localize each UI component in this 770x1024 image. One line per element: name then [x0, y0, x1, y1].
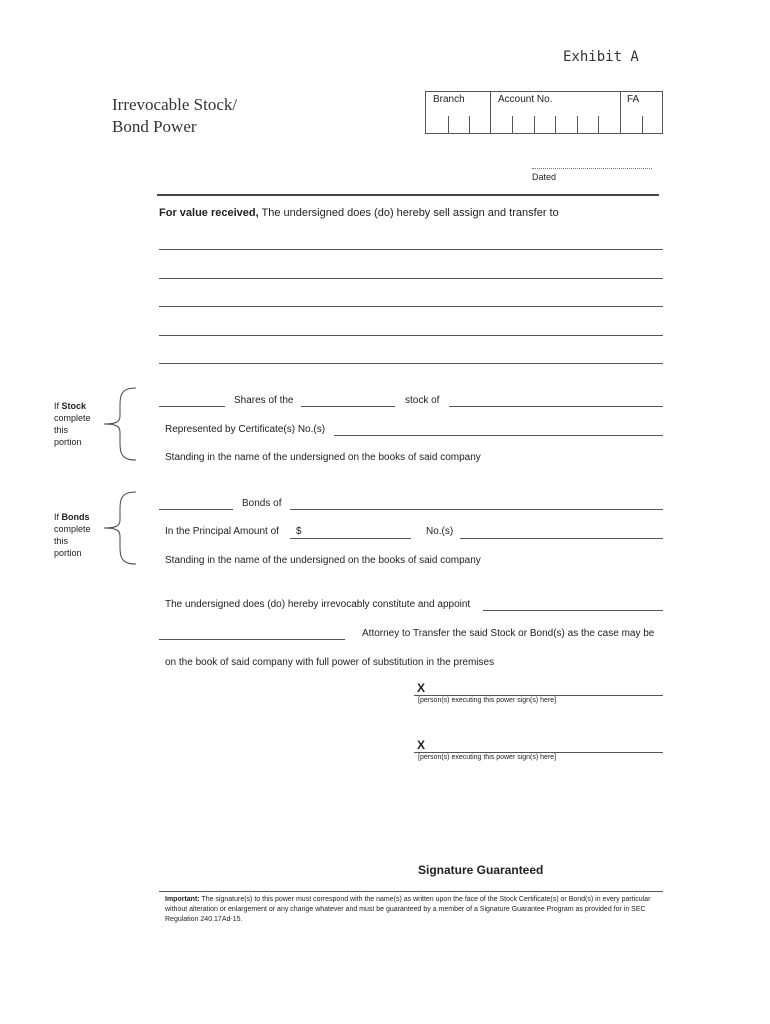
bonds-standing-text: Standing in the name of the undersigned on the books of said company [165, 555, 481, 566]
dated-field[interactable] [532, 168, 652, 169]
bonds-of-label: Bonds of [242, 498, 282, 509]
important-text: The signature(s) to this power must correspond with the name(s) as written upon the face of the Stock Certificate(s) or Bond(s) in every particular without alteration or enlargement or any change whatever and must be guaranteed by a member of a Signature Guarantee Program as provided for in SEC Regulation 240.17Ad-15. [165, 896, 651, 923]
important-bold: Important: [165, 896, 200, 903]
account-no-label: Account No. [498, 94, 553, 105]
fa-divider [620, 92, 621, 133]
substitution-text: on the book of said company with full power of substitution in the premises [165, 657, 495, 668]
principal-amount-label: In the Principal Amount of [165, 526, 279, 537]
bond-numbers-field[interactable] [460, 538, 663, 539]
shares-count-field[interactable] [159, 406, 225, 407]
account-digit-tick [555, 116, 556, 133]
bonds-count-field[interactable] [159, 509, 233, 510]
intro-text [159, 207, 559, 219]
transferee-line[interactable] [159, 249, 663, 250]
dated-label: Dated [532, 172, 557, 182]
shares-of-the-label: Shares of the [234, 395, 294, 406]
account-digit-tick [512, 116, 513, 133]
form-title [112, 94, 237, 138]
account-digit-tick [598, 116, 599, 133]
branch-digit-tick [448, 116, 449, 133]
signature-mark: X [417, 738, 426, 752]
signature-line[interactable] [414, 695, 663, 696]
signature-line[interactable] [414, 752, 663, 753]
branch-digit-tick [469, 116, 470, 133]
bond-nos-label: No.(s) [426, 526, 454, 537]
transferee-line[interactable] [159, 363, 663, 364]
attorney-name-field[interactable] [159, 639, 345, 640]
transferee-line[interactable] [159, 335, 663, 336]
signature-mark: X [417, 681, 426, 695]
signature-caption: [person(s) executing this power sign(s) here] [418, 697, 557, 704]
header-rule [157, 194, 659, 196]
stock-brace [100, 386, 140, 462]
stock-standing-text: Standing in the name of the undersigned on the books of said company [165, 452, 481, 463]
branch-label: Branch [433, 94, 465, 105]
stock-note-prefix: If [54, 401, 62, 411]
stock-class-field[interactable] [301, 406, 395, 407]
stock-of-label: stock of [405, 395, 440, 406]
account-digit-tick [577, 116, 578, 133]
appointee-field[interactable] [483, 610, 663, 611]
bonds-note-line: complete [54, 524, 91, 534]
transferee-line[interactable] [159, 278, 663, 279]
certificate-number-field[interactable] [334, 435, 663, 436]
stock-note-line: complete [54, 413, 91, 423]
form-title-line2: Bond Power [112, 117, 197, 136]
signature-caption: [person(s) executing this power sign(s) here] [418, 754, 557, 761]
intro-rest: The undersigned does (do) hereby sell assign and transfer to [258, 207, 559, 219]
signature-guaranteed-heading: Signature Guaranteed [418, 863, 544, 877]
account-box [425, 91, 663, 134]
attorney-text: Attorney to Transfer the said Stock or Bond(s) as the case may be [362, 628, 655, 639]
certificate-label: Represented by Certificate(s) No.(s) [165, 424, 326, 435]
bonds-note-line: this [54, 536, 69, 546]
bonds-note-prefix: If [54, 512, 62, 522]
exhibit-label: Exhibit A [563, 49, 639, 65]
principal-amount-field[interactable] [290, 538, 411, 539]
fa-label: FA [627, 94, 640, 105]
stock-note-line: this [54, 425, 69, 435]
stock-side-note [54, 400, 91, 448]
transferee-line[interactable] [159, 306, 663, 307]
branch-divider [490, 92, 491, 133]
bonds-note-bold: Bonds [61, 512, 90, 522]
bonds-brace [100, 490, 140, 566]
bonds-side-note [54, 511, 91, 559]
appoint-text: The undersigned does (do) hereby irrevocably constitute and appoint [165, 599, 471, 610]
bonds-note-line: portion [54, 548, 82, 558]
guarantee-rule [159, 891, 663, 892]
stock-company-field[interactable] [449, 406, 663, 407]
stock-note-bold: Stock [61, 401, 87, 411]
form-title-line1: Irrevocable Stock/ [112, 95, 238, 114]
stock-note-line: portion [54, 437, 82, 447]
dollar-sign: $ [296, 526, 302, 537]
intro-bold: For value received, [159, 207, 259, 219]
fa-digit-tick [642, 116, 643, 133]
important-note [165, 895, 655, 925]
bonds-company-field[interactable] [290, 509, 663, 510]
account-digit-tick [534, 116, 535, 133]
